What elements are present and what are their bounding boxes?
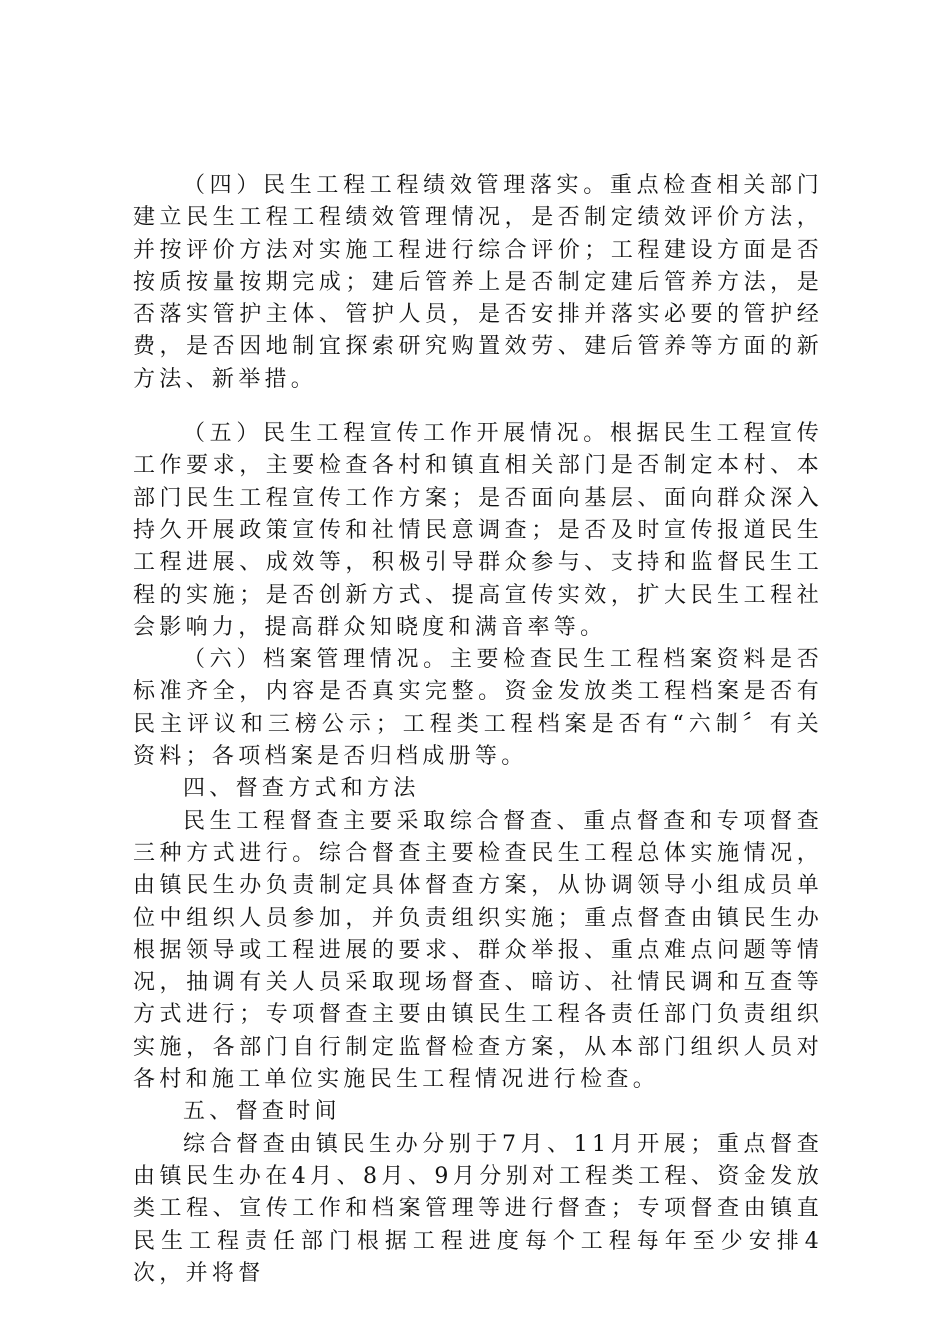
section-heading-inspection-methods: 四、督查方式和方法 xyxy=(183,776,420,802)
section-heading-inspection-time: 五、督查时间 xyxy=(183,1099,341,1125)
document-page xyxy=(133,170,823,1290)
paragraph-inspection-methods: 民生工程督查主要采取综合督查、重点督查和专项督查三种方式进行。综合督查主要检查民生工程总体实施情况，由镇民生办负责制定具体督查方案，从协调领导小组成员单位中组织人员参加，并负责组织实施；重点督查由镇民生办根据领导或工程进展的要求、群众举报、重点难点问题等情况，抽调有关人员采取现场督查、暗访、社情民调和互查等方式进行；专项督查主要由镇民生工程各责任部门负责组织实施，各部门自行制定监督检查方案，从本部门组织人员对各村和施工单位实施民生工程情况进行检查。 xyxy=(133,808,823,1093)
paragraph-performance-management: （四）民生工程工程绩效管理落实。重点检查相关部门建立民生工程工程绩效管理情况，是否制定绩效评价方法，并按评价方法对实施工程进行综合评价；工程建设方面是否按质按量按期完成；建后管养上是否制定建后管养方法，是否落实管护主体、管护人员，是否安排并落实必要的管护经费，是否因地制宜探索研究购置效劳、建后管养等方面的新方法、新举措。 xyxy=(133,173,823,392)
paragraph-inspection-time: 综合督查由镇民生办分别于7月、11月开展；重点督查由镇民生办在4月、8月、9月分别对工程类工程、资金发放类工程、宣传工作和档案管理等进行督查；专项督查由镇直民生工程责任部门根据工程进度每个工程每年至少安排4次，并将督 xyxy=(133,1131,823,1286)
paragraph-archive-management: （六）档案管理情况。主要检查民生工程档案资料是否标准齐全，内容是否真实完整。资金发放类工程档案是否有民主评议和三榜公示；工程类工程档案是否有“六制〞有关资料；各项档案是否归档成册等。 xyxy=(133,647,823,770)
paragraph-publicity-work: （五）民生工程宣传工作开展情况。根据民生工程宣传工作要求，主要检查各村和镇直相关部门是否制定本村、本部门民生工程宣传工作方案；是否面向基层、面向群众深入持久开展政策宣传和社情民意调查；是否及时宣传报道民生工程进展、成效等，积极引导群众参与、支持和监督民生工程的实施；是否创新方式、提高宣传实效，扩大民生工程社会影响力，提高群众知晓度和满音率等。 xyxy=(133,421,823,640)
